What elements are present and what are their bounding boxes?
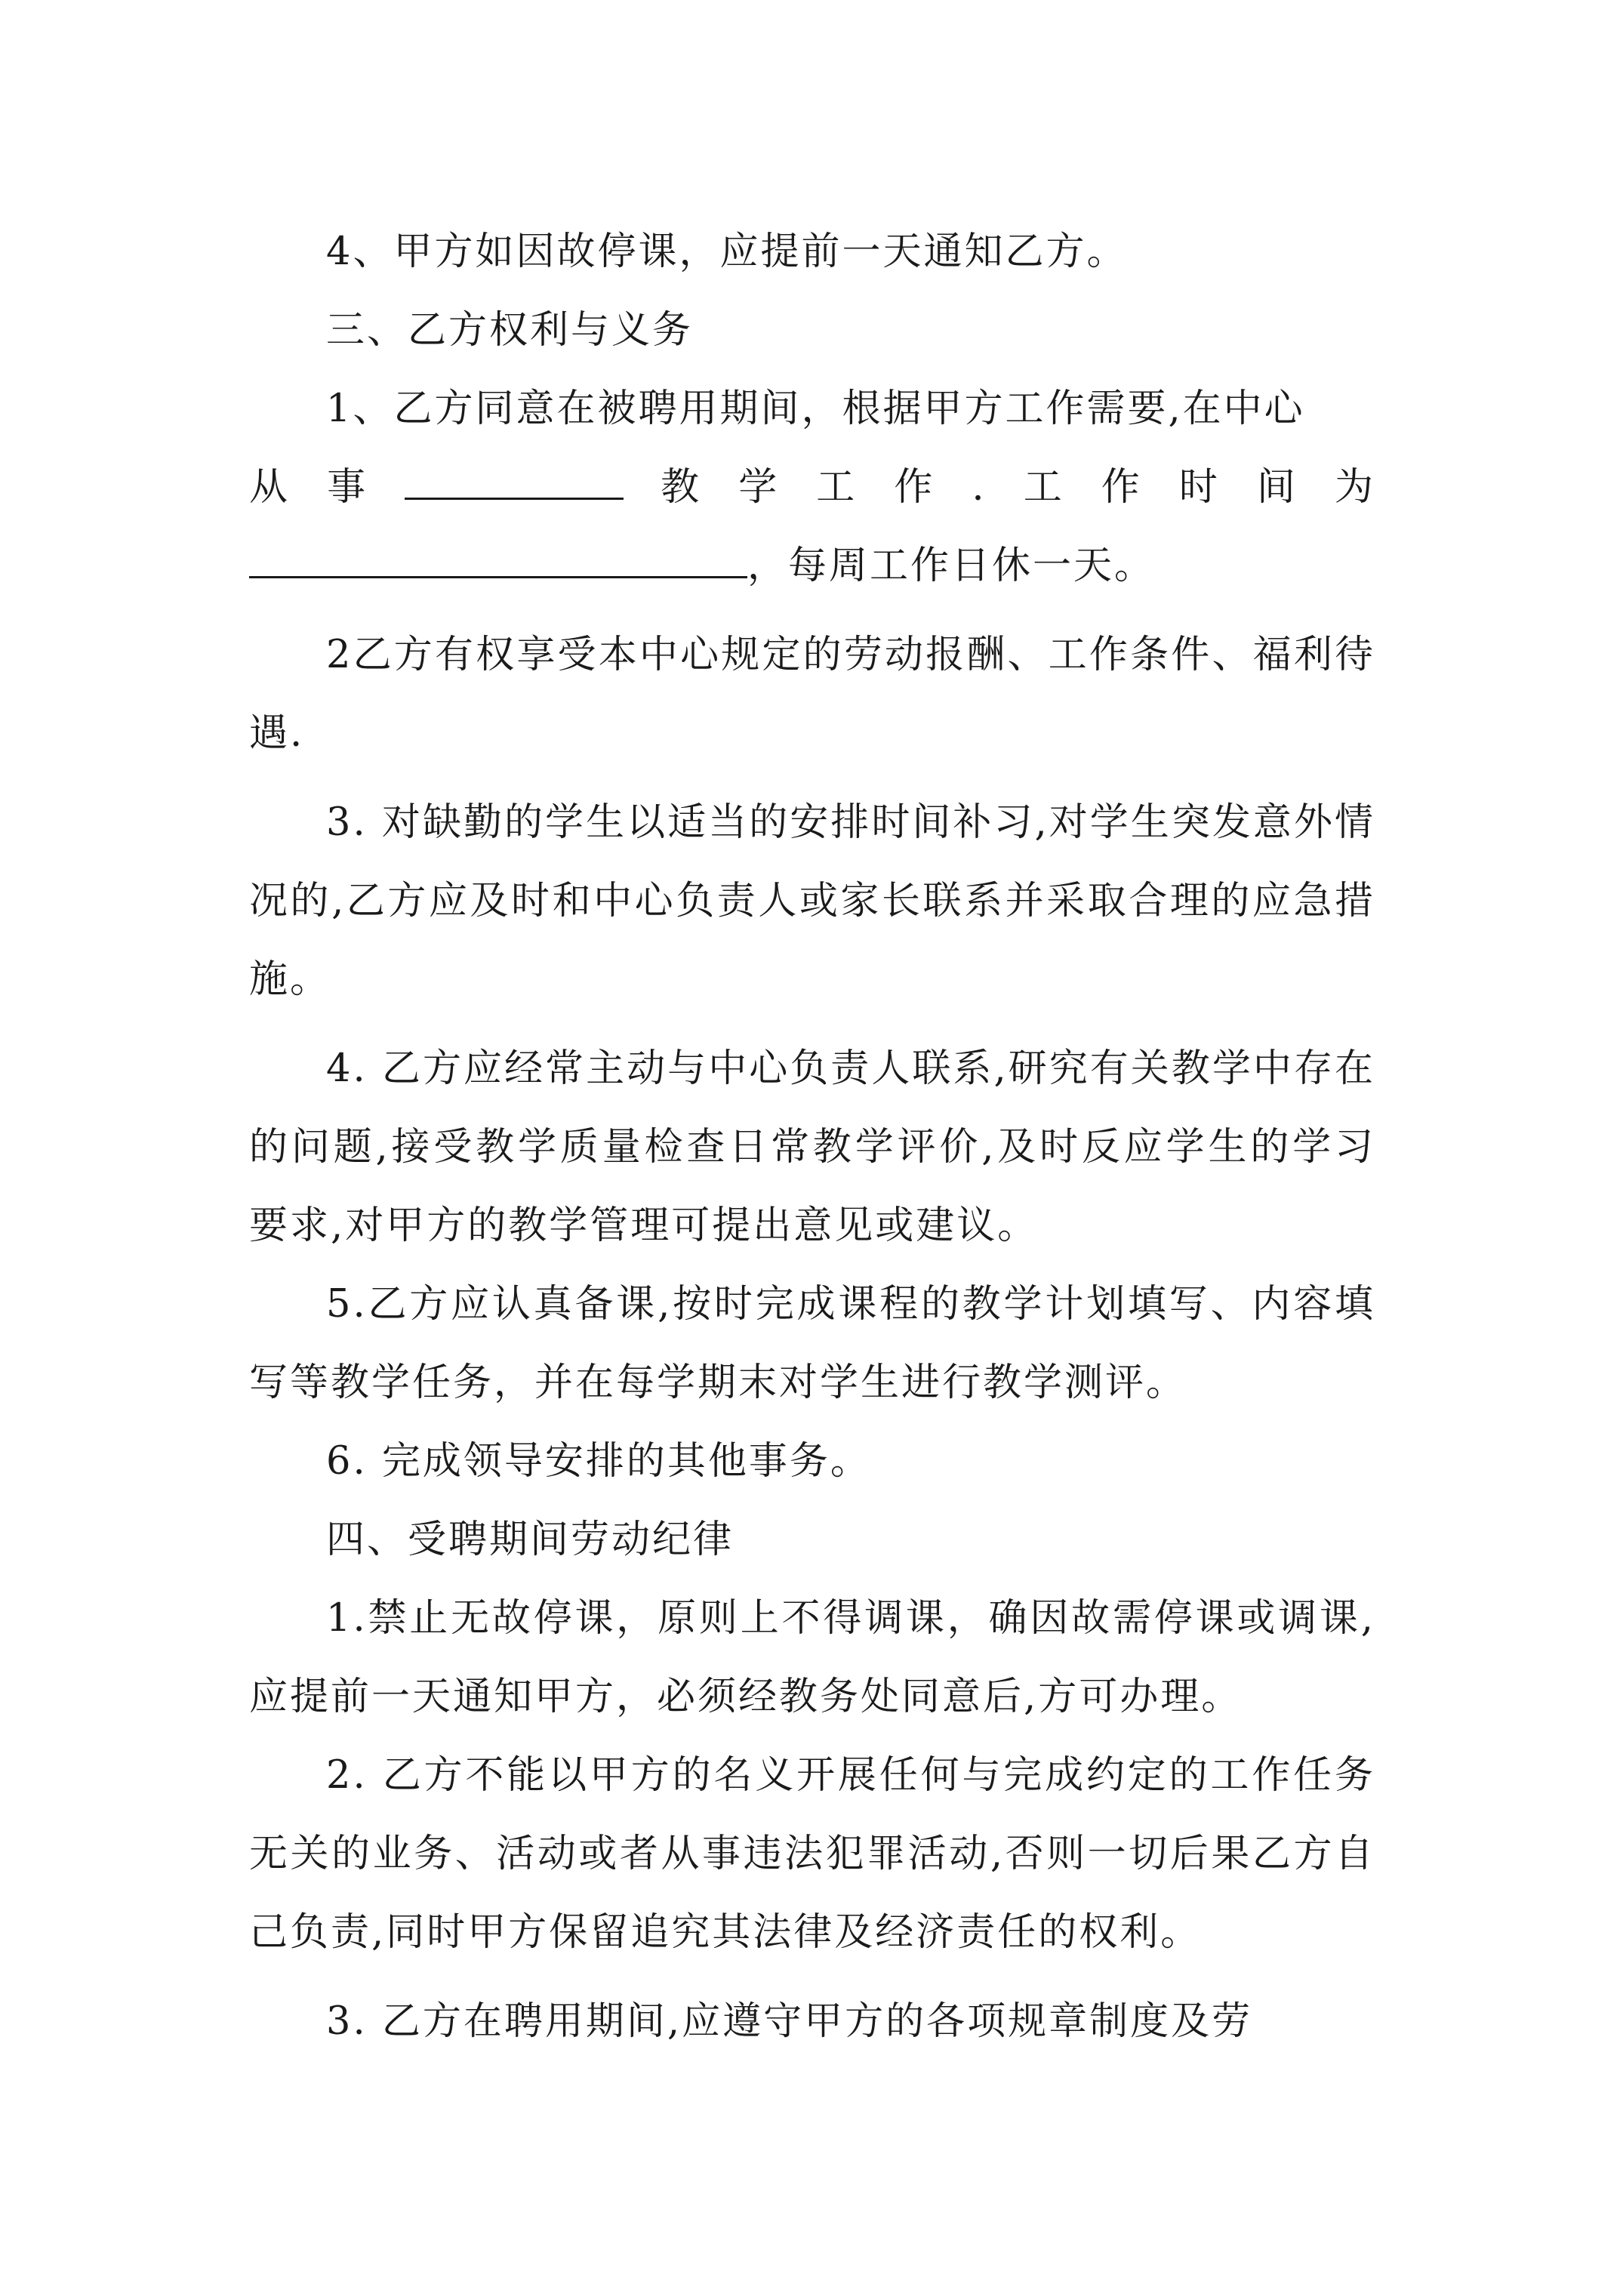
paragraph-rules-compliance: 3. 乙方在聘用期间,应遵守甲方的各项规章制度及劳 — [326, 1999, 1253, 2044]
word: 工 — [816, 465, 858, 510]
paragraph-notice-suspension: 4、甲方如因故停课，应提前一天通知乙方。 — [326, 230, 1128, 274]
paragraph-other-duties: 6. 完成领导安排的其他事务。 — [326, 1439, 871, 1484]
word: 工 — [1023, 465, 1064, 510]
paragraph-line-spread — [249, 448, 1375, 527]
paragraph-no-suspension: 1.禁止无故停课，原则上不得调课，确因故需停课或调课,应提前一天通知甲方，必须经教务处同意后,方可办理。 — [249, 1596, 1375, 1719]
paragraph-line: 1、乙方同意在被聘用期间，根据甲方工作需要,在中心 — [326, 387, 1305, 431]
line-tail: ，每周工作日休一天。 — [747, 544, 1156, 588]
word: 学 — [738, 465, 780, 510]
paragraph-communication: 4. 乙方应经常主动与中心负责人联系,研究有关教学中存在的问题,接受教学质量检查日常教学评价,及时反应学生的学习要求,对甲方的教学管理可提出意见或建议。 — [249, 1046, 1375, 1248]
paragraph-line — [249, 527, 1375, 606]
section-heading-rights-obligations: 三、乙方权利与义务 — [326, 308, 694, 353]
word: 作 — [1101, 465, 1142, 510]
word: 教 — [661, 465, 702, 510]
word: 间 — [1256, 465, 1298, 510]
blank-working-hours-field — [249, 531, 747, 578]
document-body — [249, 213, 1375, 2061]
section-heading-labor-discipline: 四、受聘期间劳动纪律 — [326, 1518, 735, 1562]
word: 从 — [249, 465, 291, 510]
paragraph-remuneration: 2乙方有权享受本中心规定的劳动报酬、工作条件、福利待遇. — [249, 633, 1375, 756]
word: 为 — [1334, 465, 1375, 510]
paragraph-employment-terms — [249, 370, 1375, 606]
paragraph-lesson-prep: 5.乙方应认真备课,按时完成课程的教学计划填写、内容填写等教学任务，并在每学期末对学生进行教学测评。 — [249, 1282, 1375, 1405]
word: 作 — [894, 465, 935, 510]
word: . — [972, 465, 987, 510]
paragraph-no-unauthorized-business: 2. 乙方不能以甲方的名义开展任何与完成约定的工作任务无关的业务、活动或者从事违法犯罪活动,否则一切后果乙方自己负责,同时甲方保留追究其法律及经济责任的权利。 — [249, 1753, 1375, 1955]
paragraph-absence-makeup: 3. 对缺勤的学生以适当的安排时间补习,对学生突发意外情况的,乙方应及时和中心负责人或家长联系并采取合理的应急措施。 — [249, 800, 1375, 1002]
blank-subject-field — [405, 452, 624, 500]
word: 事 — [327, 465, 368, 510]
word: 时 — [1178, 465, 1220, 510]
